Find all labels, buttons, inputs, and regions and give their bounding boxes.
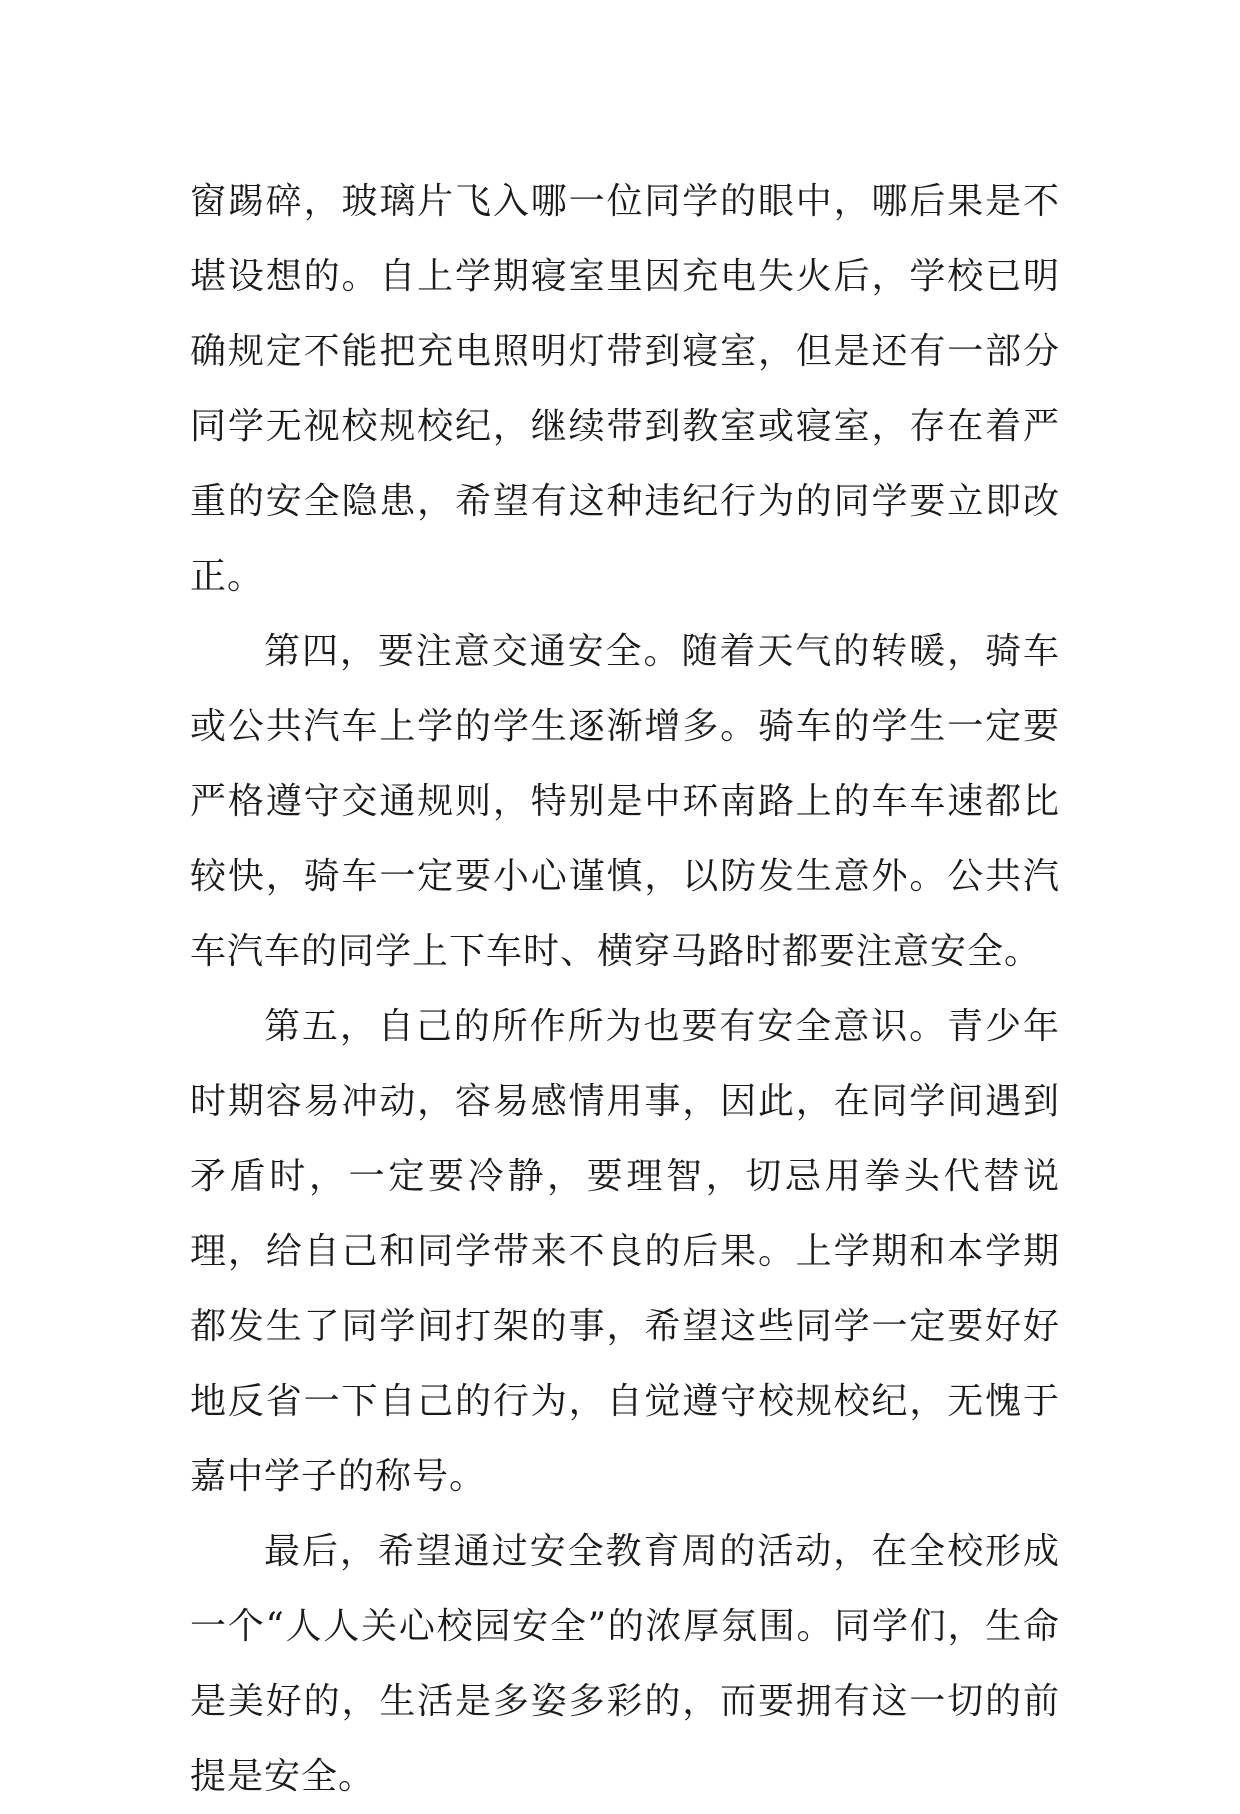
paragraph-continuation: 窗踢碎，玻璃片飞入哪一位同学的眼中，哪后果是不堪设想的。自上学期寝室里因充电失火后，学校已明确规定不能把充电照明灯带到寝室，但是还有一部分同学无视校规校纪，继续带到教室或寝室，存在着严重的安全隐患，希望有这种违纪行为的同学要立即改正。 <box>190 181 1060 597</box>
paragraph-fifth-point: 第五，自己的所作所为也要有安全意识。青少年时期容易冲动，容易感情用事，因此，在同学间遇到矛盾时，一定要冷静，要理智，切忌用拳头代替说理，给自己和同学带来不良的后果。上学期和本学期都发生了同学间打架的事，希望这些同学一定要好好地反省一下自己的行为，自觉遵守校规校纪，无愧于嘉中学子的称号。 <box>190 1006 1060 1497</box>
paragraph-conclusion: 最后，希望通过安全教育周的活动，在全校形成一个“人人关心校园安全”的浓厚氛围。同学们，生命是美好的，生活是多姿多彩的，而要拥有这一切的前提是安全。 <box>190 1531 1060 1797</box>
document-body <box>190 164 1060 1814</box>
paragraph-fourth-point: 第四，要注意交通安全。随着天气的转暖，骑车或公共汽车上学的学生逐渐增多。骑车的学生一定要严格遵守交通规则，特别是中环南路上的车车速都比较快，骑车一定要小心谨慎，以防发生意外。公共汽车汽车的同学上下车时、横穿马路时都要注意安全。 <box>190 631 1060 972</box>
